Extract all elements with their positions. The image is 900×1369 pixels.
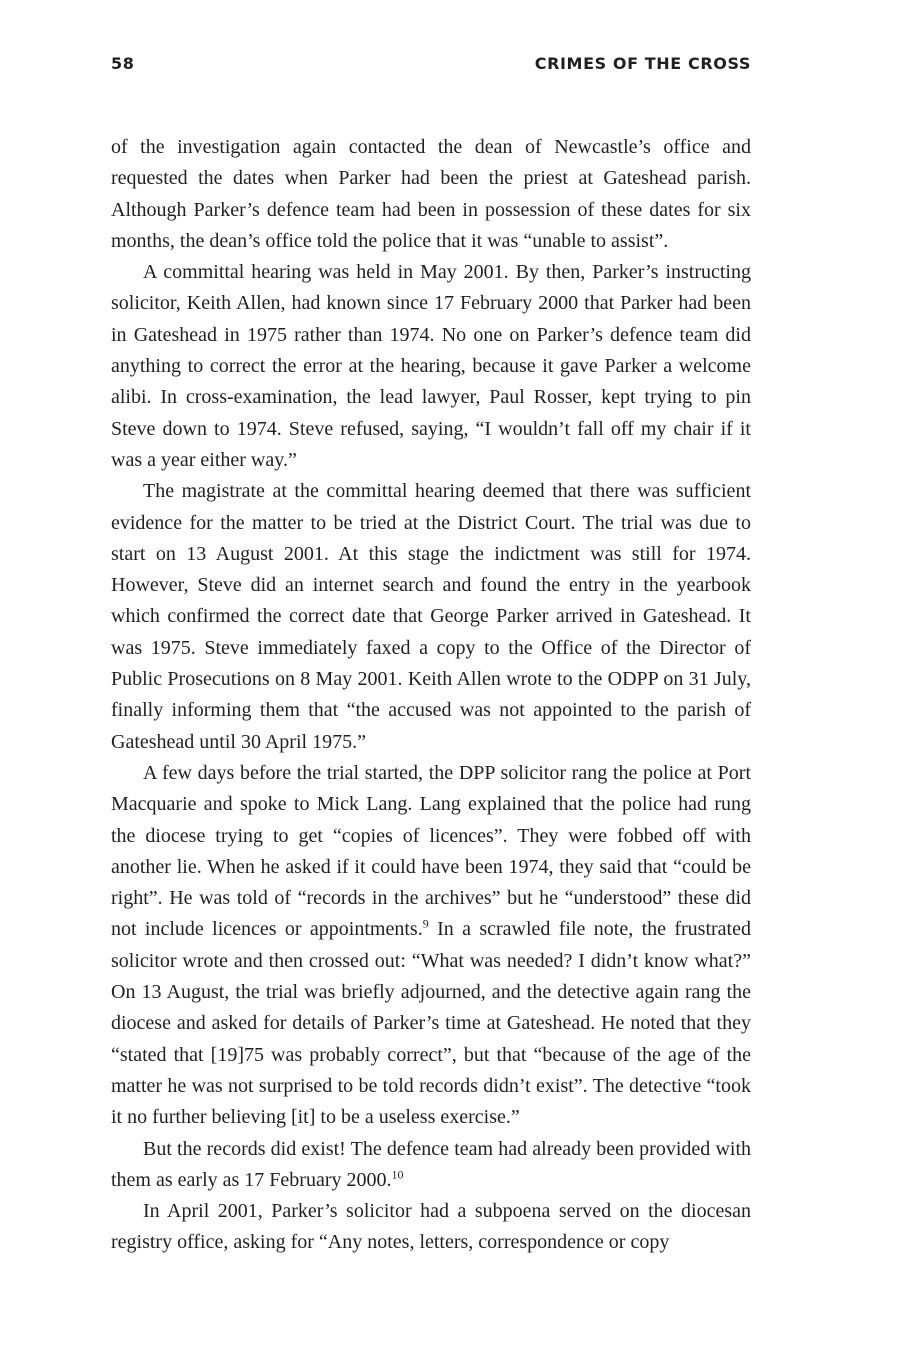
paragraph-5 bbox=[111, 1134, 751, 1197]
paragraph-3: The magistrate at the committal hearing deemed that there was sufficient evidence for the matter to be tried at the District Court. The trial was due to start on 13 August 2001. At this stage the indictment was still for 1974. However, Steve did an internet search and found the entry in the yearbook which confirmed the correct date that George Parker arrived in Gateshead. It was 1975. Steve immediately faxed a copy to the Office of the Director of Public Prosecutions on 8 May 2001. Keith Allen wrote to the ODPP on 31 July, finally informing them that “the accused was not appointed to the parish of Gateshead until 30 April 1975.” bbox=[111, 480, 751, 753]
body-text bbox=[111, 132, 751, 1259]
paragraph-2: A committal hearing was held in May 2001. By then, Parker’s instructing solicitor, Keith Allen, had known since 17 February 2000 that Parker had been in Gateshead in 1975 rather than 1974. No one on Parker’s defence team did anything to correct the error at the hearing, because it gave Parker a welcome alibi. In cross-examination, the lead lawyer, Paul Rosser, kept trying to pin Steve down to 1974. Steve refused, saying, “I wouldn’t fall off my chair if it was a year either way.” bbox=[111, 261, 751, 471]
paragraph-4-text-a: A few days before the trial started, the DPP solicitor rang the police at Port Macquarie and spoke to Mick Lang. Lang explained that the police had rung the diocese trying to get “copies of licences”. They were fobbed off with another lie. When he asked if it could have been 1974, they said that “could be right”. He was told of “records in the archives” but he “understood” these did not include licences or appointments. bbox=[111, 761, 751, 941]
page-number: 58 bbox=[111, 54, 135, 73]
paragraph-5-text: But the records did exist! The defence team had already been provided with them as early as 17 February 2000. bbox=[111, 1137, 751, 1191]
running-title: CRIMES OF THE CROSS bbox=[534, 54, 751, 73]
footnote-marker-10: 10 bbox=[391, 1167, 404, 1182]
paragraph-1: of the investigation again contacted the dean of Newcastle’s office and requested the dates when Parker had been the priest at Gateshead parish. Although Parker’s defence team had been in possession of these dates for six months, the dean’s office told the police that it was “unable to assist”. bbox=[111, 136, 751, 252]
footnote-marker-9: 9 bbox=[422, 916, 429, 931]
paragraph-6: In April 2001, Parker’s solicitor had a subpoena served on the diocesan registry office, asking for “Any notes, letters, correspondence or copy bbox=[111, 1200, 751, 1254]
paragraph-4-text-b: In a scrawled file note, the frustrated solicitor wrote and then crossed out: “What was needed? I didn’t know what?” On 13 August, the trial was briefly adjourned, and the detective again rang the diocese and asked for details of Parker’s time at Gateshead. He noted that they “stated that [19]75 was probably correct”, but that “because of the age of the matter he was not surprised to be told records didn’t exist”. The detective “took it no further believing [it] to be a useless exercise.” bbox=[111, 918, 751, 1129]
paragraph-4 bbox=[111, 758, 751, 1134]
page-header bbox=[111, 54, 751, 80]
